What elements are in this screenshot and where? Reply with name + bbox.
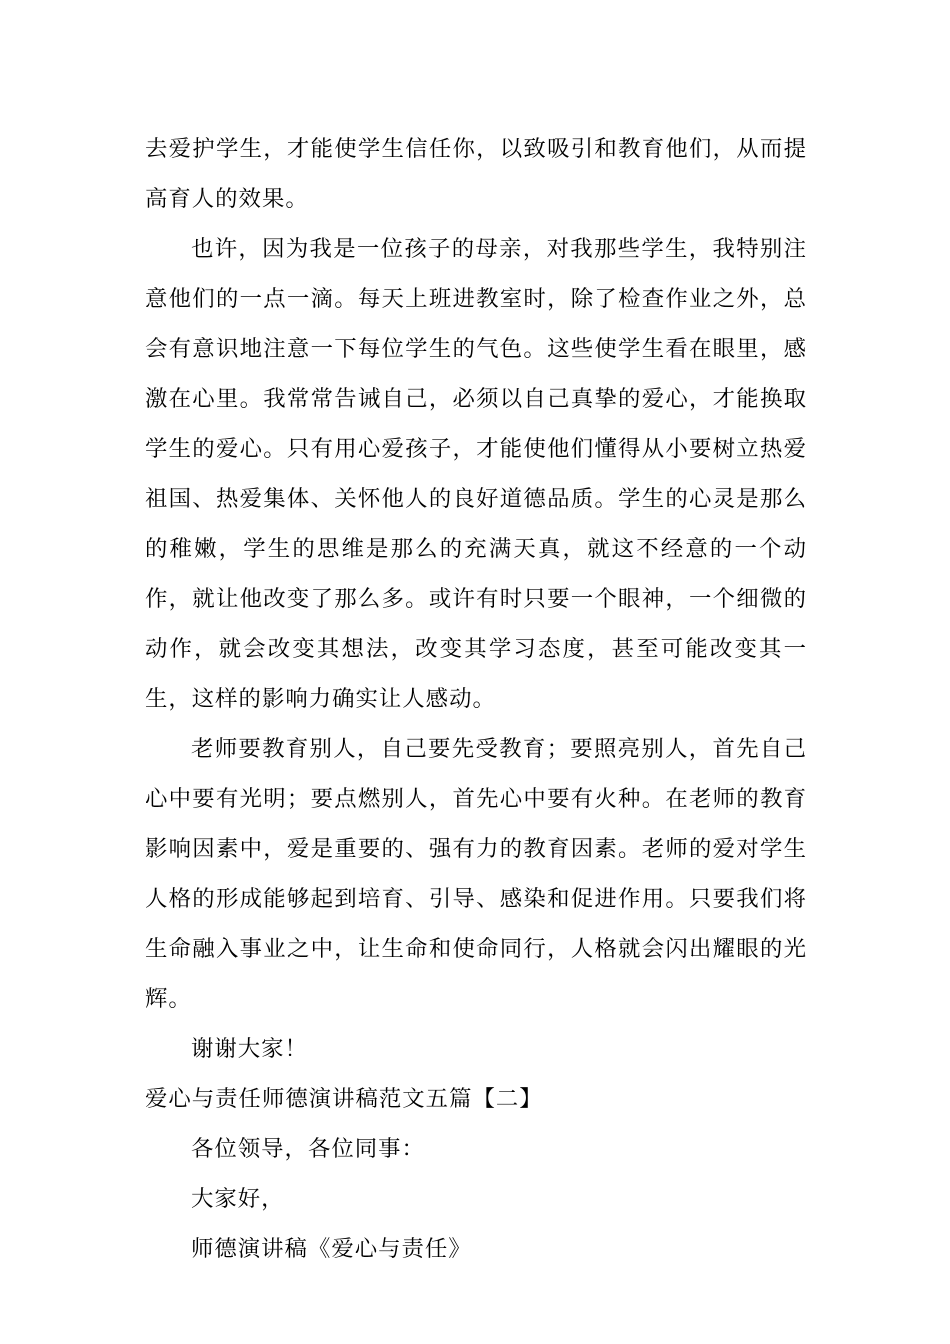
paragraph-teacher-love: 老师要教育别人，自己要先受教育；要照亮别人，首先自己心中要有光明；要点燃别人，首先心中要有火种。在老师的教育影响因素中，爱是重要的、强有力的教育因素。老师的爱对学生人格的形成能够起到培育、引导、感染和促进作用。只要我们将生命融入事业之中，让生命和使命同行，人格就会闪出耀眼的光辉。 [145, 736, 807, 1012]
paragraph-thanks: 谢谢大家！ [191, 1036, 308, 1062]
section-title: 爱心与责任师德演讲稿范文五篇【二】 [145, 1086, 543, 1112]
paragraph-salutation: 各位领导，各位同事： [191, 1136, 425, 1162]
paragraph-greeting: 大家好， [191, 1186, 285, 1212]
document-body [145, 124, 807, 1274]
paragraph-mother: 也许，因为我是一位孩子的母亲，对我那些学生，我特别注意他们的一点一滴。每天上班进教室时，除了检查作业之外，总会有意识地注意一下每位学生的气色。这些使学生看在眼里，感激在心里。我常常告诫自己，必须以自己真挚的爱心，才能换取学生的爱心。只有用心爱孩子，才能使他们懂得从小要树立热爱祖国、热爱集体、关怀他人的良好道德品质。学生的心灵是那么的稚嫩，学生的思维是那么的充满天真，就这不经意的一个动作，就让他改变了那么多。或许有时只要一个眼神，一个细微的动作，就会改变其想法，改变其学习态度，甚至可能改变其一生，这样的影响力确实让人感动。 [145, 236, 807, 712]
paragraph-speech-title: 师德演讲稿《爱心与责任》 [191, 1236, 472, 1262]
paragraph-intro: 去爱护学生，才能使学生信任你，以致吸引和教育他们，从而提高育人的效果。 [145, 136, 807, 212]
